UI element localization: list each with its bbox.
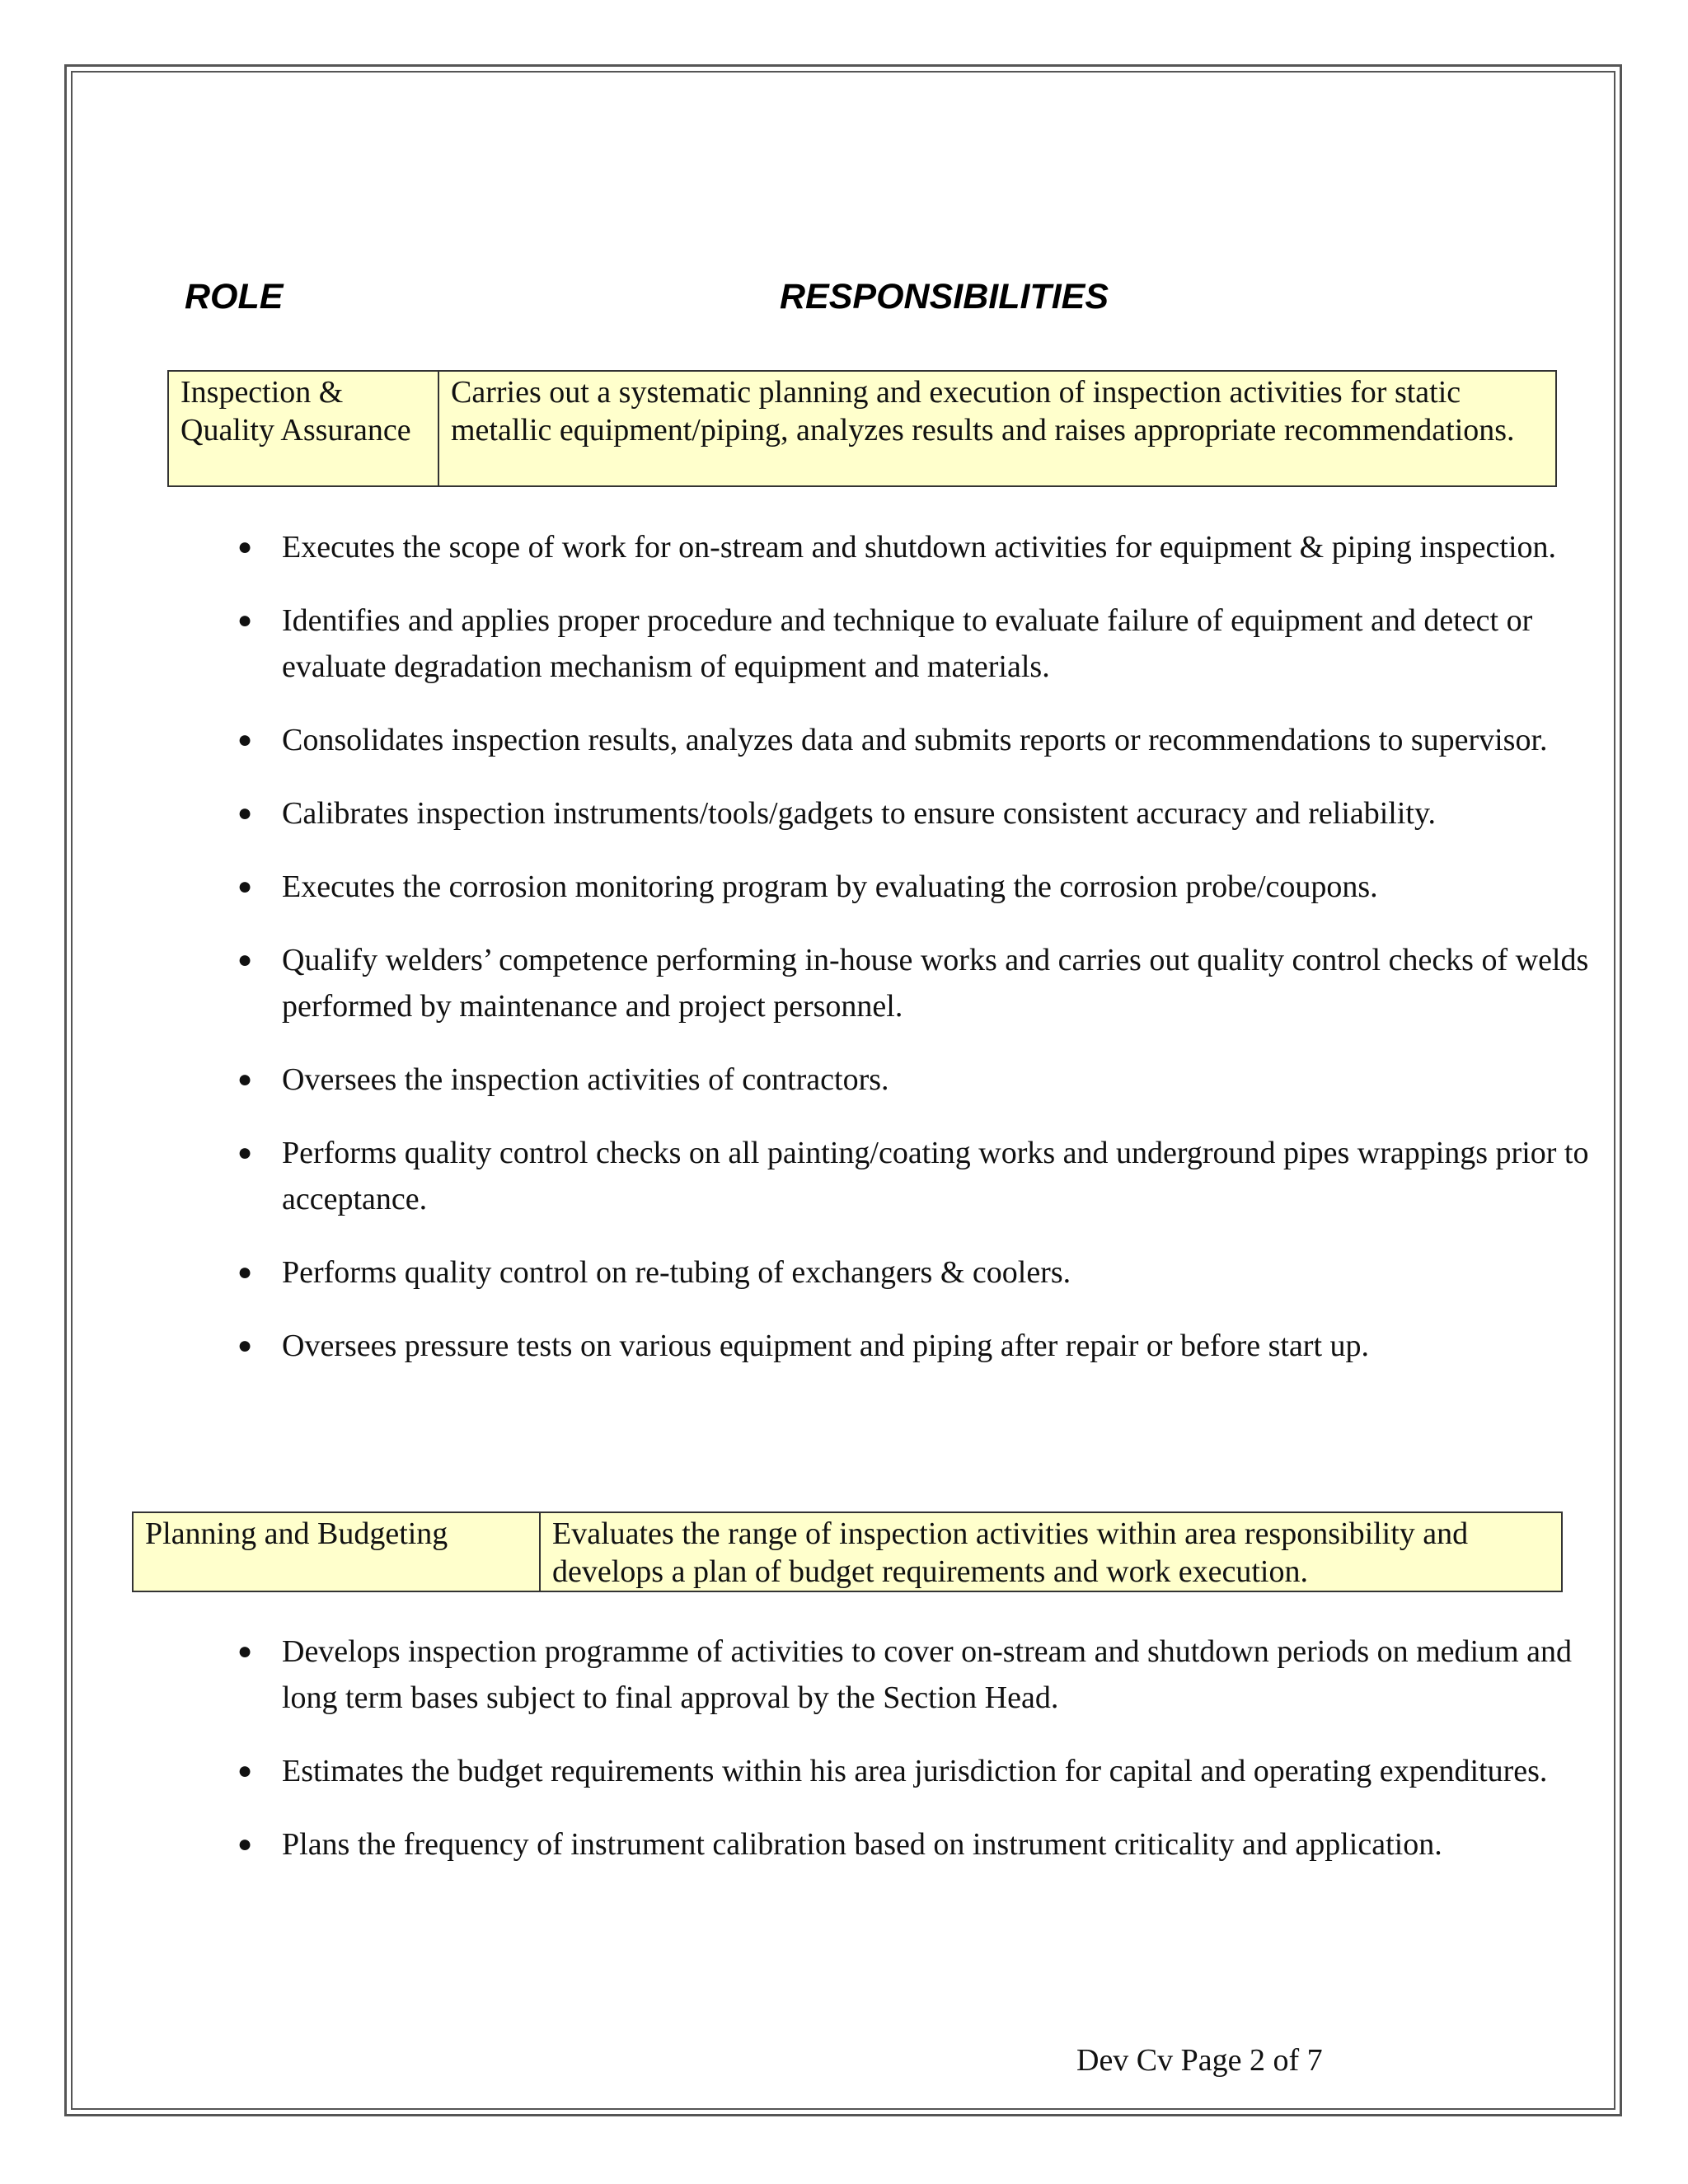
list-item <box>229 864 1614 910</box>
bullet-icon: ● <box>237 1139 253 1166</box>
bullet-icon: ● <box>237 607 253 634</box>
list-item-text: Executes the corrosion monitoring program by evaluating the corrosion probe/coupons. <box>282 869 1378 904</box>
inspection-responsibilities-list <box>229 524 1614 1396</box>
list-item <box>229 598 1614 690</box>
list-item-text: Oversees pressure tests on various equipment and piping after repair or before start up. <box>282 1329 1370 1363</box>
list-item-text: Calibrates inspection instruments/tools/gadgets to ensure consistent accuracy and reliability. <box>282 796 1437 831</box>
list-item-text: Oversees the inspection activities of contractors. <box>282 1062 889 1097</box>
responsibilities-heading: RESPONSIBILITIES <box>780 277 1109 316</box>
role-table-row <box>168 371 1556 486</box>
list-item <box>229 1057 1614 1103</box>
page-footer: Dev Cv Page 2 of 7 <box>1076 2043 1323 2078</box>
list-item <box>229 717 1614 763</box>
list-item <box>229 1249 1614 1296</box>
planning-responsibilities-list <box>229 1629 1614 1895</box>
bullet-icon: ● <box>237 726 253 753</box>
bullet-icon: ● <box>237 1066 253 1093</box>
list-item-text: Develops inspection programme of activities to cover on-stream and shutdown periods on medium and long term bases subject to final approval by the Section Head. <box>282 1634 1573 1715</box>
list-item-text: Performs quality control on re-tubing of exchangers & coolers. <box>282 1255 1071 1290</box>
bullet-icon: ● <box>237 1638 253 1665</box>
list-item-text: Identifies and applies proper procedure and technique to evaluate failure of equipment and detect or evaluate degradation mechanism of equipment and materials. <box>282 603 1533 684</box>
list-item <box>229 1629 1614 1721</box>
role-cell <box>168 371 438 486</box>
list-item <box>229 1323 1614 1369</box>
list-item <box>229 937 1614 1029</box>
list-item-text: Plans the frequency of instrument calibration based on instrument criticality and application. <box>282 1827 1442 1862</box>
role-name-line: Quality Assurance <box>181 413 411 448</box>
role-heading: ROLE <box>185 277 284 316</box>
role-summary: Carries out a systematic planning and execution of inspection activities for static metallic equipment/piping, analyzes results and raises appropriate recommendations. <box>438 371 1556 486</box>
bullet-icon: ● <box>237 799 253 827</box>
list-item-text: Executes the scope of work for on-stream and shutdown activities for equipment & piping inspection. <box>282 530 1557 565</box>
bullet-icon: ● <box>237 873 253 900</box>
list-item-text: Qualify welders’ competence performing in-house works and carries out quality control checks of welds performed by maintenance and project personnel. <box>282 943 1589 1024</box>
list-item <box>229 1130 1614 1222</box>
role-table-planning <box>132 1511 1563 1592</box>
role-summary: Evaluates the range of inspection activities within area responsibility and develops a plan of budget requirements and work execution. <box>540 1512 1562 1591</box>
list-item <box>229 1821 1614 1868</box>
list-item <box>229 790 1614 837</box>
list-item <box>229 524 1614 570</box>
list-item <box>229 1748 1614 1794</box>
list-item-text: Consolidates inspection results, analyzes data and submits reports or recommendations to supervisor. <box>282 723 1548 757</box>
role-table-row <box>133 1512 1562 1591</box>
list-item-text: Performs quality control checks on all painting/coating works and underground pipes wrappings prior to acceptance. <box>282 1136 1589 1216</box>
bullet-icon: ● <box>237 1332 253 1359</box>
role-table-inspection <box>167 370 1557 487</box>
bullet-icon: ● <box>237 1258 253 1286</box>
bullet-icon: ● <box>237 1830 253 1858</box>
bullet-icon: ● <box>237 533 253 560</box>
bullet-icon: ● <box>237 1757 253 1784</box>
role-name-line: Inspection & <box>181 375 344 410</box>
role-cell: Planning and Budgeting <box>133 1512 540 1591</box>
list-item-text: Estimates the budget requirements within his area jurisdiction for capital and operating expenditures. <box>282 1754 1548 1788</box>
bullet-icon: ● <box>237 946 253 973</box>
